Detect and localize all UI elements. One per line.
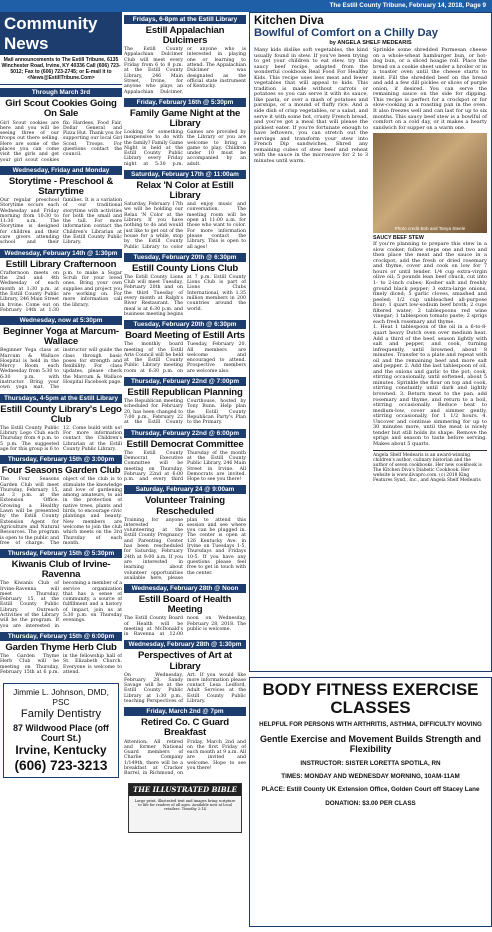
kd-footer: Angela Shelf Medearis is an award-winning children's author, culinary historian and the author of seven cookbooks. Her new cookbook is The Kitchen Diva's Diabetic Cookbook. Her website is www.divapro.com. (c) 2018 King Features Synd., Inc., and Angela Shelf Medearis	[373, 450, 487, 483]
event-title: Beginner Yoga at Marcum-Wallace	[3, 326, 119, 348]
event-title: Relax 'N Color at Estill Library	[136, 180, 234, 202]
recipe-title: SAUCY BEEF STEW	[373, 235, 424, 242]
community-news-title: Community News	[0, 12, 122, 55]
event-title: Estill Library Crafternoon	[5, 258, 117, 270]
event-item	[0, 394, 122, 453]
event-date-bar: Through March 3rd	[0, 88, 122, 97]
event-item	[124, 320, 246, 374]
event-body: Looking for something inexpensive to do with the family? Family Game Night is held at the Estill County Public Library every Friday night at 5:30 p.m. Games are provided by the Library or you are welcome to bring a game to play. Children under 10 must be accompanied by an adult.	[124, 129, 246, 167]
stew-photo	[373, 133, 487, 233]
dentist-phone: (606) 723-3213	[14, 758, 108, 774]
event-date-bar: Thursday, February 15th @ 6:00pm	[0, 632, 122, 641]
dentist-address: 87 Wildwood Place (off Court St.)	[13, 723, 109, 744]
kitchen-diva-body	[254, 48, 487, 483]
event-date-bar: Thursdays, 4-5pm at the Estill Library	[0, 394, 122, 403]
event-title: Volunteer Training Rescheduled	[145, 495, 225, 517]
bible-ad-desc: Large print, illustrated text and images bring scripture to life for readers of all ages. Available now at local retailers. Timothy 2:14	[134, 798, 236, 811]
event-body: The Republican meeting scheduled for February 20, has been changed to 7:00 p.m., February 22 at the Estill County Courthouse, hosted by Tony Bunn. Help plan the Estill County Republican Party's Plan to the Primary.	[124, 399, 246, 426]
event-date-bar: Thursday, February 22nd @ 6:00pm	[124, 429, 246, 438]
event-date-bar: Friday, March 2nd @ 7pm	[124, 707, 246, 716]
kitchen-diva-title: Kitchen Diva	[254, 15, 324, 27]
bf-title: BODY FITNESS EXERCISE CLASSES	[262, 680, 479, 717]
event-title: Family Game Night at the Library	[129, 107, 241, 129]
event-title: Girl Scout Cookies Going On Sale	[5, 98, 117, 120]
event-body: The monthly board meeting of the Estill Arts Council will be held at the Estill County Public Library meeting room at 6:30 p.m. on Tuesday, February 20. All members are welcome and encouraged to attend. Prospective members are welcome also.	[124, 342, 246, 374]
bf-headline: Gentle Exercise and Movement Builds Strength and Flexibility	[259, 734, 482, 754]
dentist-practice: Family Dentistry	[20, 708, 102, 721]
event-body: On Wednesday, February 28, Sandy Savage will be at the Estill County Public Library at 1:30 p.m., teaching Perspectives of Art. If you would like more information please contact Lesa Ledford, Adult Services at the Estill County Public Library.	[124, 672, 246, 705]
event-date-bar: Thursday, February 15th @ 3:00pm	[0, 455, 122, 464]
event-item	[0, 249, 122, 313]
event-date-bar: Wednesday, February 14th @ 1:30pm	[0, 249, 122, 258]
event-date-bar: Friday, February 16th @ 5:30pm	[124, 98, 246, 107]
event-title: Retired Co. C Guard Breakfast	[141, 717, 229, 739]
column-events	[124, 12, 246, 932]
dentist-name: Jimmie L. Johnson, DMD, PSC	[13, 687, 109, 708]
event-title: Estill County Lions Club	[131, 262, 239, 274]
event-body: The Estill County Lions Club will meet Tuesday, February 20th and on the third Tuesday of every month at Ralph's River Restaurant. The meal is at 6:30 p.m. and business meeting begins at 7 p.m. Estill County Lions Club is part of Lions Clubs International, with 1.35 million members in 200 countries around the world.	[124, 274, 246, 317]
event-date-bar: Tuesday, February 20th @ 6:30pm	[124, 253, 246, 262]
event-item	[124, 377, 246, 426]
event-date-bar: Wednesday, February 28th @ Noon	[124, 584, 246, 593]
event-body: Attention: All retired and former National Guard members of Charlie Company 1/149th, there will be a breakfast at Cracker Barrel, in Richmond, on Friday, March 2nd and on the first Friday of each month at 9 a.m. All are invited and welcome. Hope to see you there!	[124, 739, 246, 777]
event-date-bar: Thursday, February 22nd @ 7:00pm	[124, 377, 246, 386]
event-body: Beginner Yoga class at Marcum & Wallace Hospital is held in the Mercy Room each Wednesday from 5:30 to 6:30 p.m. with instructor. Bring your own yoga mat. The instructor will guide the class through basic poses for strength and flexibility. For class updates, please check the Marcum & Wallace Hospital Facebook page.	[0, 348, 122, 391]
bf-donation: DONATION: $3.00 PER CLASS	[325, 799, 416, 807]
event-body: Training for anyone interested in volunteering at the Estill County Pregnancy and Parenting Center has been rescheduled for Saturday, February 24th at 9:00 a.m. If you are interested in learning about volunteer opportunities available here, please plan to attend this session and see where you can be plugged in. The center is open at 126 Kentucky Ave. in Irvine on Tuesdays 1-5, Thursdays and Fridays 10-5. If you have any questions please feel free to get in touch with the center.	[124, 517, 246, 581]
bf-tagline: HELPFUL FOR PERSONS WITH ARTHRITIS, ASTHMA, DIFFICULTY MOVING	[259, 721, 482, 728]
event-title: Storytime - Preschool & Starrytime	[8, 175, 114, 197]
dentist-city: Irvine, Kentucky	[15, 743, 107, 758]
event-body: The Garden Thyme Herb Club will be meeting on Thursday, February 15th at 6 p.m. in the fellowship hall of St. Elizabeth Church. Everyone is welcome to attend.	[0, 654, 122, 675]
event-title: Estill County Library's Lego Club	[0, 403, 122, 425]
event-body: The Estill County Appalachian Dulcimer Club will meet every Friday from 6 to 8 p.m. at the Estill County Library, 246 Main Street, Irvine, for anyone who plays an Appalachian Dulcimer, or anyone who is interested in playing one or learning to attend. The Appalachian Dulcimer was designated as the official state instrument of Kentucky.	[124, 47, 246, 95]
event-date-bar: Saturday, February 24 @ 9:00am	[124, 485, 246, 494]
event-title: Estill Appalachian Dulcimers	[145, 25, 225, 47]
bible-ad-title: THE ILLUSTRATED BIBLE	[129, 784, 241, 796]
event-title: Garden Thyme Herb Club	[5, 641, 117, 653]
event-item	[0, 88, 122, 163]
event-item	[124, 707, 246, 776]
event-body: The Estill County Public Library Lego Club each Thursday from 4 p.m. to 5 p.m. The suggested age for this group is 6 to 12. Come build with us! For more information contact the Children's Librarian at the Estill County Public Library.	[0, 425, 122, 452]
column-community	[0, 12, 122, 932]
dentist-ad	[3, 683, 119, 778]
recipe-ingredients: If you're planning to prepare this stew in a slow cooker, follow steps one and two and then place the meat and the sauce in a crockpot, add the fresh or dried rosemary and thyme, cover and cook on low for 7 hours or until tender. 1/4 cup extra-virgin olive oil; 5 pounds lean beef chuck, cut into 1- to 2-inch cubes; Kosher salt and freshly ground black pepper; 3 extra-large onions, finely diced; 5 garlic cloves, smashed and peeled; 1/2 cup unbleached all-purpose flour; 1 quart low-sodium beef broth; 2 cups filtered water; 2 tablespoons red wine vinegar; 1 tablespoon tomato paste; 2 sprigs each fresh rosemary and thyme.	[373, 241, 487, 325]
event-body: Our regular preschool Storytime occurs each Wednesday and Friday morning from 10:30 to 11:30 a.m. The Storytime is designed for children and their care givers attending school and their families. It is a variation of our traditional storytime with activities for both the small and the tall. For more information contact the Children's Librarian at the Estill County Public Library.	[0, 198, 122, 246]
event-date-bar: Wednesday, now at 5:30pm	[0, 316, 122, 325]
page-header: The Estill County Tribune, February 14, 2018, Page 9	[0, 0, 492, 12]
kd-para-1: Many kids dislike soft vegetables, the kind usually found in stew. If you've been trying to get your children to eat stew, try this saucy beef recipe, adapted from the wonderful cookbook Real Food For Healthy Kids. This recipe uses less meat and fewer vegetables that will appeal to kids. This tradition is made without carrots or potatoes so you can serve it with its sauce, like pasta, or over a mash of potatoes and parsnips, or a mound of fluffy rice. And a side dish of crisp vegetables, or a salad, and serve it with some hot, crusty French bread, and you've got a meal that will please the pickiest eater. If you're fortunate enough to have leftovers, you can stretch out the servings and transform your stew into French Dip sandwiches. Shred any remaining cubes of stew beef and reheat with the sauce in the microwave for 2 to 3 minutes until warm.	[254, 47, 368, 164]
event-body: Saturday, February 17th we will be holding our Relax 'N Color at the Library. If you have nothing to do and would just like to get out of the house for a while, stop by the Estill County Public Library to color and enjoy music and conversation. The meeting room will be open at 11:00 a.m. for those who want to color. For more information please contact the Library. This is open to all ages!	[124, 202, 246, 250]
col2-event-list	[124, 15, 246, 777]
event-date-bar: Wednesday, Friday and Monday	[0, 166, 122, 175]
body-fitness-ad	[249, 677, 492, 927]
event-body: The Four Seasons Garden Club will meet Thursday, February 15, at 3 p.m. at the Extension Office. Growing a Healthy Lawn will be presented by the Estill County Extension Agent for Agriculture and Natural Resources. The program is open to the public and free of charge. The object of the club is to stimulate the knowledge and love of gardening among amateurs, to aid in the protection of native trees, plants and birds, to encourage civic plantings and beauty. New members are welcome to join the club which meets on the 3rd Thursday of each month.	[0, 477, 122, 546]
bf-instructor: INSTRUCTOR: SISTER LORETTA SPOTILA, RN	[300, 760, 441, 767]
event-date-bar: Thursday, February 15th @ 5:30pm	[0, 549, 122, 558]
event-body: The Estill County Board of Health will be meeting at McDonald's in Ravenna at 12:00 noon on Wednesday, February 28, 2018. The public is welcome.	[124, 616, 246, 638]
event-body: Girl Scout cookies are here and you will be seeing three of our troops out there selling. Here are some of the places you can come visit the girls and get your girl scout cookies fix: Hardees, Food Fair, Dollar General and Pizza Hut. Thank you for supporting our local Girl Scout Troops. For questions contact the council.	[0, 120, 122, 163]
kd-para-2: Sprinkle some shredded Parmesan cheese on a whole-wheat hamburger bun, or hot-dog bun, or a sliced hoagie roll. Place the bread on a cookie sheet under a broiler or in a toaster oven until the cheese starts to melt. Fill the shredded beef on the bread and add a few dill pickles or slices of purple onion, if desired. You can serve the remaining sauce on the side for dipping. This recipe is perfect for a crockpot or for slow-cooking in a roasting pan in the oven. It also freezes well and can last for up to six months. This saucy beef stew is a bowlful of comfort on a cold day, or it makes a hearty sandwich for supper on a warm one.	[373, 47, 487, 131]
event-body: Crafternoon meets on the 2nd and 4th Wednesday of each month at 1:30 p.m. at the Estill County Public Library, 246 Main Street in Irvine. Come out on February 14th at 1:30 p.m. to make a Sugar Scrub for your loved ones. Bring your own supplies and project you are working on. For more information call the library.	[0, 270, 122, 313]
event-title: Estill Republican Planning	[127, 387, 243, 399]
col1-event-list	[0, 88, 122, 675]
event-item	[124, 429, 246, 483]
event-body: The Kiwanis Club of Irvine-Ravenna will meet Thursday, February 15, at the Estill County Public Library. Outreach Activities of the Library will be the program. If you are interested in becoming a member of a service organization that has a sense of community, a source of fulfillment and a history of impact, join us at 5:30 p.m. on Thursday evenings.	[0, 581, 122, 629]
event-title: Board Meeting of Estill Arts	[125, 330, 245, 342]
column-features	[249, 12, 492, 932]
event-item	[124, 253, 246, 317]
event-item	[124, 15, 246, 95]
event-item	[124, 584, 246, 637]
event-date-bar: Tuesday, February 20th @ 6:30pm	[124, 320, 246, 329]
bible-ad	[128, 783, 242, 833]
event-body: The Estill County Democrat Executive Committee will be meeting on Thursday, February 22nd at 6:00 p.m. and every third Thursday of the month at the Estill County Public Library, 246 Main Street in Irvine. All Democrats are invited. Hope to see you there!	[124, 450, 246, 483]
kitchen-diva-subtitle: Bowlful of Comfort on a Chilly Day	[254, 27, 438, 39]
event-title: Kiwanis Club of Irvine-Ravenna	[11, 559, 111, 581]
event-item	[0, 632, 122, 675]
recipe-steps: 1. Heat 1 tablespoon of the oil in a 6-to-8-quart heavy Dutch oven over medium heat. Add a third of the beef, season lightly with salt and pepper, and cook, turning infrequently, until browned, about 8 minutes. Transfer to a plate and repeat with oil and the remaining beef and more salt and pepper. 2. Add the last tablespoon of oil, and the onions and garlic to the pot; cook, stirring occasionally, until softened, about 5 minutes. Sprinkle the flour on top and cook, stirring constantly until dark and lightly browned. 3. Return meat to the pan, add rosemary and thyme, and return to a boil, stirring occasionally. Reduce heat to medium-low, cover and simmer gently, stirring occasionally, for 1 1/2 hours. 4. Uncover and continue simmering for up to 30 minutes more, until the meat is nicely tender but still holds its shape. Remove the sprigs and season to taste before serving. Makes about 5 quarts.	[373, 324, 487, 447]
bf-place: PLACE: Estill County UK Extension Office, Golden Court off Stacey Lane	[261, 786, 480, 794]
event-title: Four Seasons Garden Club	[1, 465, 121, 477]
event-item	[0, 166, 122, 246]
event-item	[0, 549, 122, 629]
event-title: Estill Board of Health Meeting	[138, 594, 232, 616]
event-item	[124, 640, 246, 704]
photo-caption: Photo credit Bob and Tanya Steele	[394, 226, 466, 232]
event-item	[0, 455, 122, 546]
event-item	[124, 170, 246, 250]
community-news-contact: Mail announcements to The Estill Tribune, 6135 Winchester Road, Irvine, KY 40336 Call (606) 723-5012; Fax to (606) 723-2745; or E-mail it to <News@EstillTribune.Com>	[0, 55, 122, 85]
kitchen-diva-byline: by ANGELA SHELF MEDEARIS	[329, 40, 412, 46]
event-date-bar: Fridays, 6-8pm at the Estill Library	[124, 15, 246, 24]
event-date-bar: Saturday, February 17th @ 11:00am	[124, 170, 246, 179]
bf-times: TIMES: MONDAY AND WEDNESDAY MORNING, 10AM-11AM	[281, 773, 460, 781]
kitchen-diva-box	[249, 12, 492, 672]
event-item	[124, 98, 246, 167]
event-item	[0, 316, 122, 391]
event-title: Perspectives of Art at Library	[138, 650, 232, 672]
event-item	[124, 485, 246, 581]
event-date-bar: Wednesday, February 28th @ 1:30pm	[124, 640, 246, 649]
event-title: Estill Democrat Committee	[126, 438, 244, 450]
